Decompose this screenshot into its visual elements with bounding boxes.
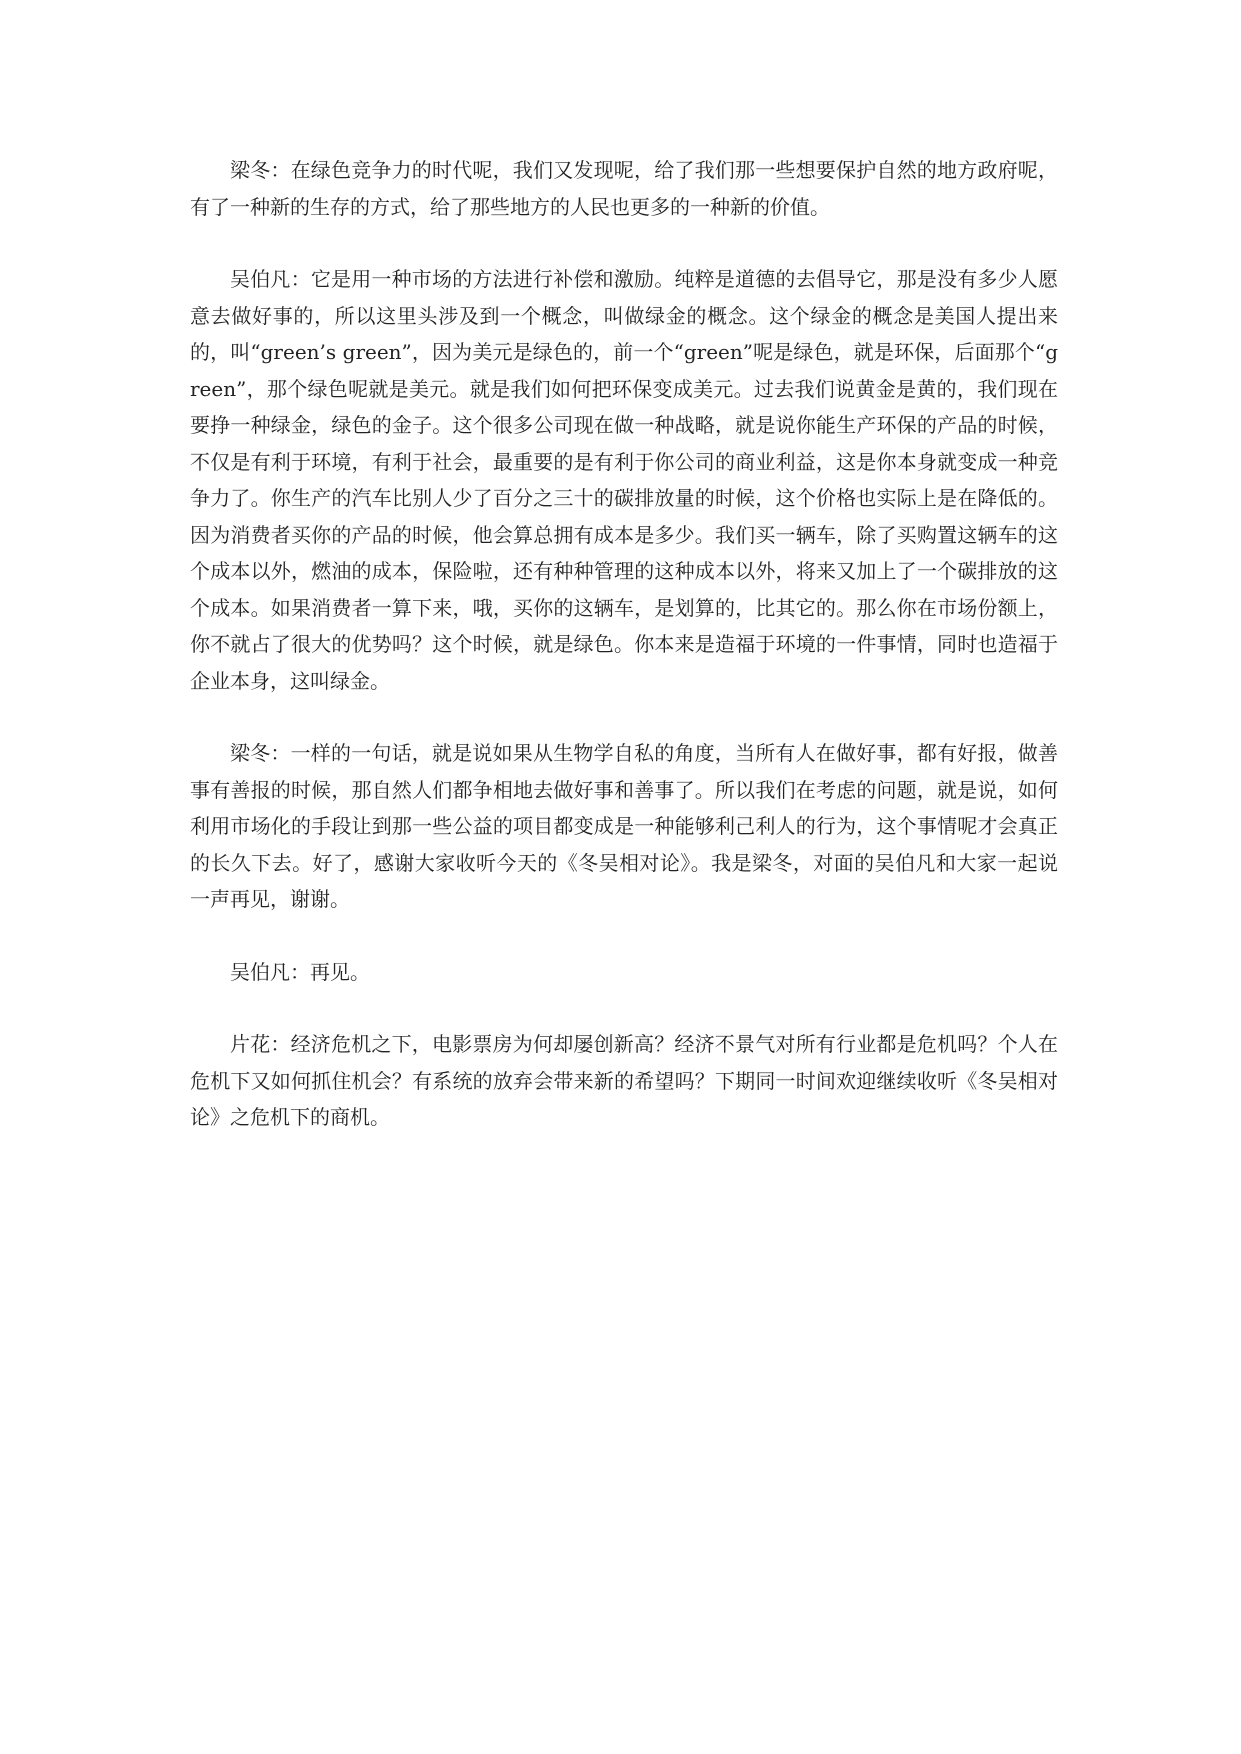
paragraph-wu-bofan-2 (190, 954, 1058, 991)
speaker-label: 片花： (230, 1032, 291, 1056)
paragraph-wu-bofan-1 (190, 261, 1058, 699)
transcript-body (190, 152, 1058, 1172)
speaker-label: 吴伯凡： (230, 959, 310, 984)
paragraph-text: 它是用一种市场的方法进行补偿和激励。纯粹是道德的去倡导它，那是没有多少人愿意去做好事的，所以这里头涉及到一个概念，叫做绿金的概念。这个绿金的概念是美国人提出来的，叫“green’s green”，因为美元是绿色的，前一个“green”呢是绿色，就是环保，后面那个“green”，那个绿色呢就是美元。就是我们如何把环保变成美元。过去我们说黄金是黄的，我们现在要挣一种绿金，绿色的金子。这个很多公司现在做一种战略，就是说你能生产环保的产品的时候，不仅是有利于环境，有利于社会，最重要的是有利于你公司的商业利益，这是你本身就变成一种竞争力了。你生产的汽车比别人少了百分之三十的碳排放量的时候，这个价格也实际上是在降低的。因为消费者买你的产品的时候，他会算总拥有成本是多少。我们买一辆车，除了买购置这辆车的这个成本以外，燃油的成本，保险啦，还有种种管理的这种成本以外，将来又加上了一个碳排放的这个成本。如果消费者一算下来，哦，买你的这辆车，是划算的，比其它的。那么你在市场份额上，你不就占了很大的优势吗？这个时候，就是绿色。你本来是造福于环境的一件事情，同时也造福于企业本身，这叫绿金。 (190, 267, 1059, 693)
paragraph-liang-dong-1 (190, 152, 1058, 225)
paragraph-trailer (190, 1026, 1058, 1136)
paragraph-text: 经济危机之下，电影票房为何却屡创新高？经济不景气对所有行业都是危机吗？个人在危机下又如何抓住机会？有系统的放弃会带来新的希望吗？下期同一时间欢迎继续收听《冬吴相对论》之危机下的商机。 (190, 1032, 1059, 1129)
speaker-label: 吴伯凡： (230, 267, 311, 291)
paragraph-liang-dong-2 (190, 735, 1058, 918)
speaker-label: 梁冬： (230, 741, 291, 765)
paragraph-text: 再见。 (310, 959, 370, 984)
paragraph-text: 一样的一句话，就是说如果从生物学自私的角度，当所有人在做好事，都有好报，做善事有善报的时候，那自然人们都争相地去做好事和善事了。所以我们在考虑的问题，就是说，如何利用市场化的手段让到那一些公益的项目都变成是一种能够利己利人的行为，这个事情呢才会真正的长久下去。好了，感谢大家收听今天的《冬吴相对论》。我是梁冬，对面的吴伯凡和大家一起说一声再见，谢谢。 (190, 741, 1059, 911)
paragraph-text: 在绿色竞争力的时代呢，我们又发现呢，给了我们那一些想要保护自然的地方政府呢，有了一种新的生存的方式，给了那些地方的人民也更多的一种新的价值。 (190, 158, 1059, 219)
speaker-label: 梁冬： (230, 158, 291, 182)
